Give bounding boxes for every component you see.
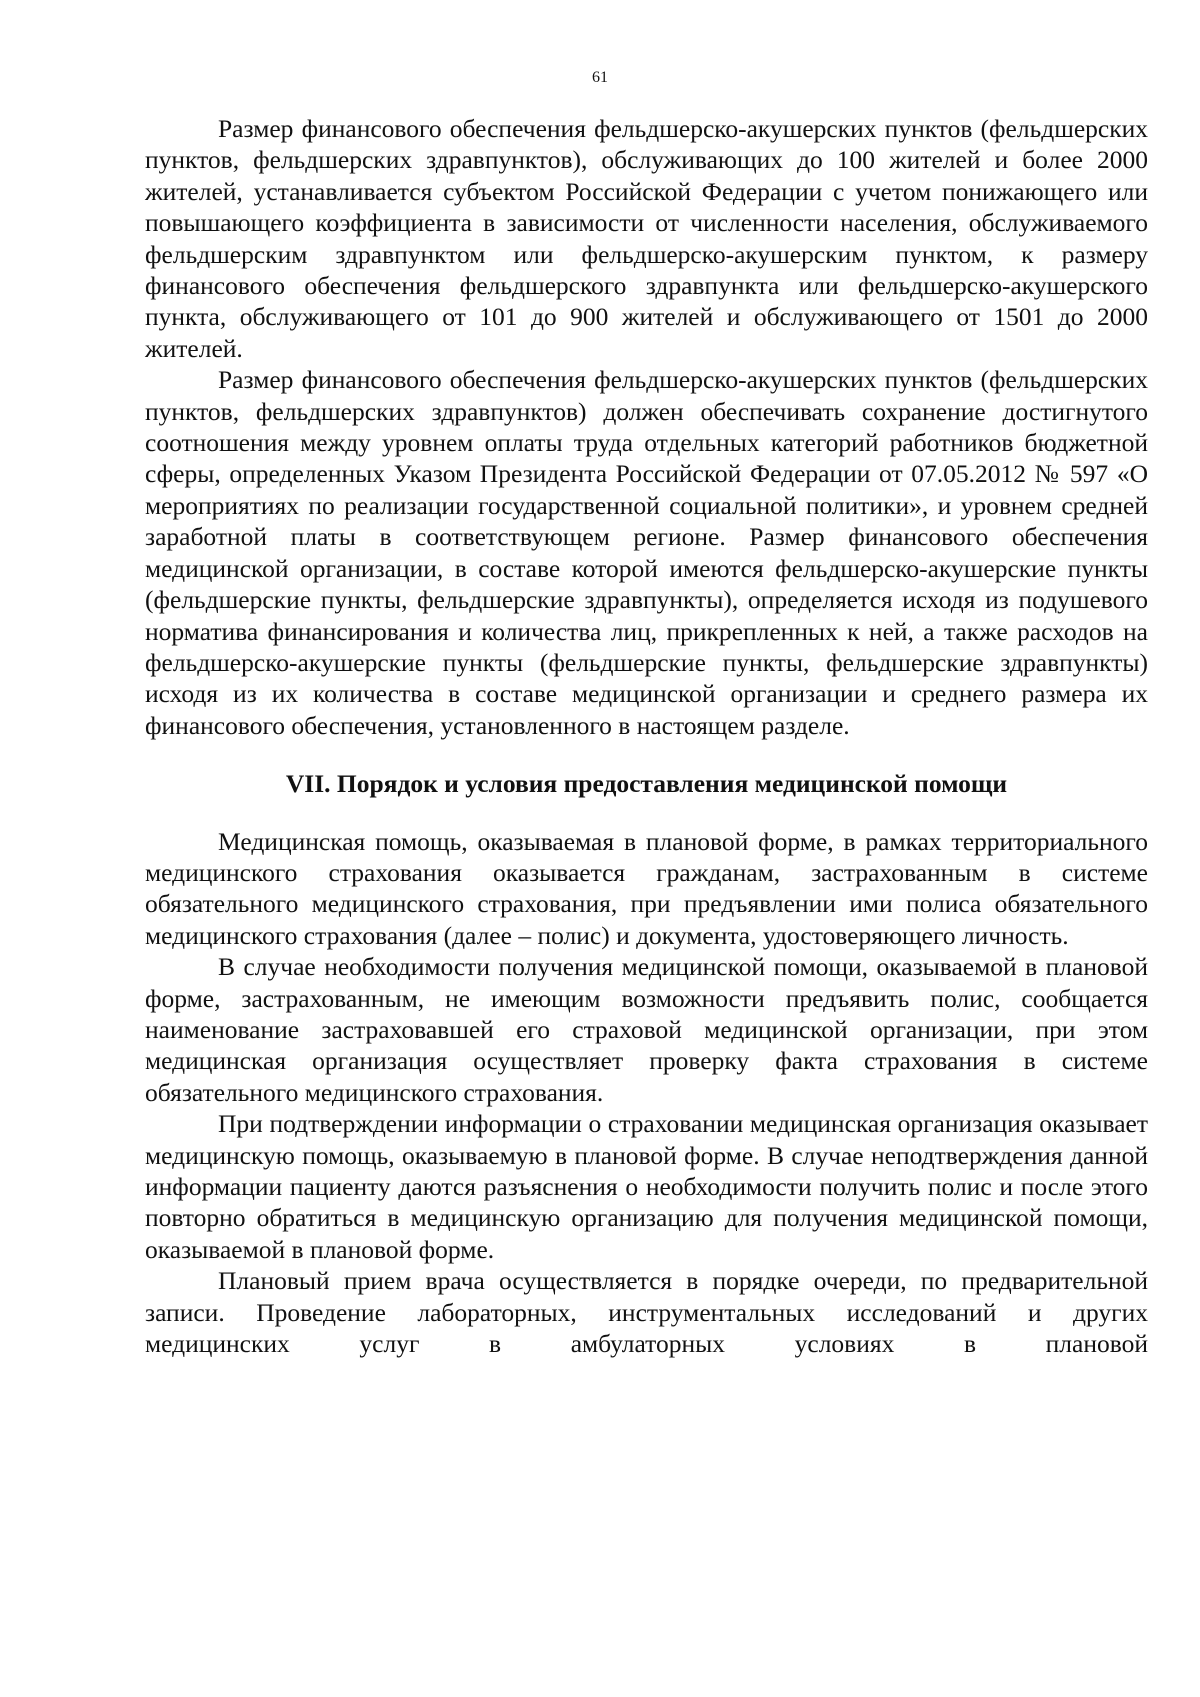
paragraph-no-policy: В случае необходимости получения медицинской помощи, оказываемой в плановой форме, застрахованным, не имеющим возможности предъявить полис, сообщается наименование застраховавшей его страховой медицинской организации, при этом медицинская организация осуществляет проверку факта страхования в системе обязательного медицинского страхования. bbox=[145, 952, 1148, 1107]
paragraph-fap-funding-salary: Размер финансового обеспечения фельдшерско-акушерских пунктов (фельдшерских пунктов, фельдшерских здравпунктов) должен обеспечивать сохранение достигнутого соотношения между уровнем оплаты труда отдельных категорий работников бюджетной сферы, определенных Указом Президента Российской Федерации от 07.05.2012 № 597 «О мероприятиях по реализации государственной социальной политики», и уровнем средней заработной платы в соответствующем регионе. Размер финансового обеспечения медицинской организации, в составе которой имеются фельдшерско-акушерские пункты (фельдшерские пункты, фельдшерские здравпункты), определяется исходя из подушевого норматива финансирования и количества лиц, прикрепленных к ней, а также расходов на фельдшерско-акушерские пункты (фельдшерские пункты, фельдшерские здравпункты) исходя из их количества в составе медицинской организации и среднего размера их финансового обеспечения, установленного в настоящем разделе. bbox=[145, 365, 1148, 740]
paragraph-insurance-confirmation: При подтверждении информации о страховании медицинская организация оказывает медицинскую помощь, оказываемую в плановой форме. В случае неподтверждения данной информации пациенту даются разъяснения о необходимости получить полис и после этого повторно обратиться в медицинскую организацию для получения медицинской помощи, оказываемой в плановой форме. bbox=[145, 1109, 1148, 1264]
document-body bbox=[145, 113, 1148, 1359]
paragraph-planned-care-policy: Медицинская помощь, оказываемая в плановой форме, в рамках территориального медицинского страхования оказывается гражданам, застрахованным в системе обязательного медицинского страхования, при предъявлении ими полиса обязательного медицинского страхования (далее – полис) и документа, удостоверяющего личность. bbox=[145, 826, 1148, 950]
section-heading: VII. Порядок и условия предоставления медицинской помощи bbox=[285, 769, 1008, 799]
paragraph-planned-appointment: Плановый прием врача осуществляется в порядке очереди, по предварительной записи. Проведение лабораторных, инструментальных исследований и других медицинских услуг в амбулаторных условиях в плановой bbox=[145, 1266, 1148, 1359]
paragraph-fap-funding-size: Размер финансового обеспечения фельдшерско-акушерских пунктов (фельдшерских пунктов, фельдшерских здравпунктов), обслуживающих до 100 жителей и более 2000 жителей, устанавливается субъектом Российской Федерации с учетом понижающего или повышающего коэффициента в зависимости от численности населения, обслуживаемого фельдшерским здравпунктом или фельдшерско-акушерским пунктом, к размеру финансового обеспечения фельдшерского здравпункта или фельдшерско-акушерского пункта, обслуживающего от 101 до 900 жителей и обслуживающего от 1501 до 2000 жителей. bbox=[145, 114, 1148, 363]
page-number: 61 bbox=[592, 69, 608, 86]
